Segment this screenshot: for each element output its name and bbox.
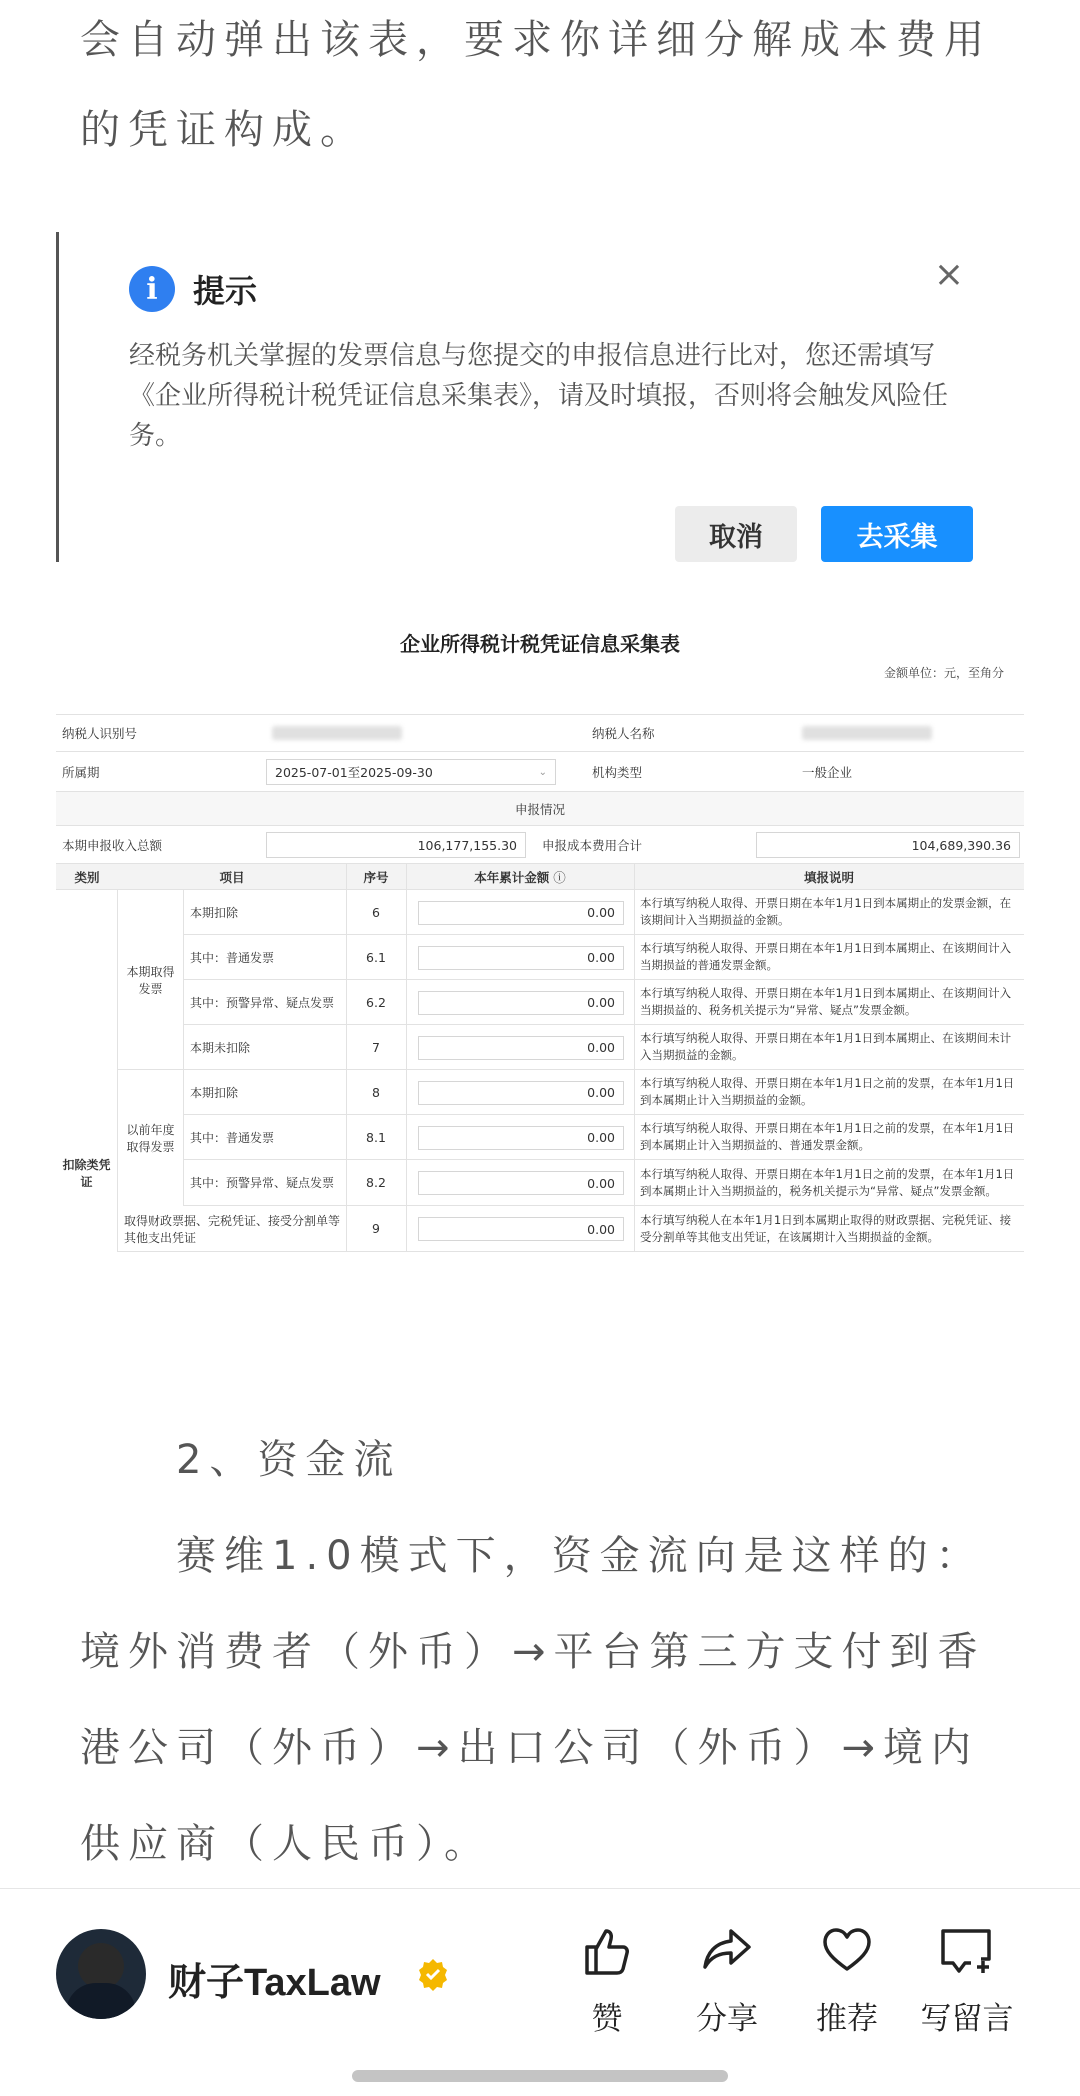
taxpayer-id-value — [266, 715, 426, 751]
header-category: 类别 — [56, 864, 118, 889]
table-row — [184, 1025, 1024, 1070]
share-button[interactable] — [672, 1923, 782, 2038]
row-no: 8 — [372, 1084, 380, 1100]
row-amount: 0.00 — [587, 995, 615, 1010]
row-amount: 0.00 — [587, 1085, 615, 1100]
like-label: 赞 — [591, 2001, 623, 2037]
org-type-value: 一般企业 — [802, 764, 853, 780]
row-amount-field — [418, 1217, 624, 1241]
article-line-1: 会自动弹出该表，要求你详细分解成本费用 — [80, 17, 992, 63]
header-amount-label: 本年累计金额 — [474, 869, 550, 885]
write-comment-icon — [937, 1923, 997, 1979]
article-line-2: 的凭证构成。 — [80, 107, 368, 153]
row-amount: 0.00 — [587, 905, 615, 920]
header-item: 项目 — [118, 864, 346, 889]
period-value: 2025-07-01至2025-09-30 — [275, 765, 433, 780]
table-row — [184, 980, 1024, 1025]
form-unit: 金额单位：元，至角分 — [883, 666, 1004, 680]
row-no: 8.2 — [366, 1175, 386, 1190]
row-amount-field — [418, 1036, 624, 1060]
row-desc: 本行填写纳税人取得、开票日期在本年1月1日到本属期止、在该期间计入当期损益的、税务机关提示为“异常、疑点”发票金额。 — [640, 986, 1012, 1017]
group-current-cell: 本期取得发票 — [118, 890, 184, 1070]
row-amount-field — [418, 1081, 624, 1105]
row-no: 9 — [372, 1221, 380, 1236]
share-label: 分享 — [696, 2001, 758, 2037]
row-item: 其中：预警异常、疑点发票 — [190, 1176, 335, 1190]
table-row — [184, 1160, 1024, 1206]
home-indicator[interactable] — [352, 2070, 728, 2082]
table-row — [184, 1070, 1024, 1115]
table-row — [184, 935, 1024, 980]
header-amount — [406, 864, 634, 889]
info-small-icon: ⓘ — [553, 869, 566, 885]
taxpayer-name-value — [796, 715, 956, 751]
like-button[interactable] — [552, 1923, 662, 2038]
dialog-header — [129, 266, 257, 312]
row-no: 8.1 — [366, 1129, 386, 1145]
row-item: 本期未扣除 — [190, 1040, 251, 1055]
cancel-button: 取消 — [675, 506, 797, 562]
table-header — [56, 864, 1024, 890]
article-paragraph-bottom — [80, 1412, 1020, 1892]
row-desc: 本行填写纳税人取得、开票日期在本年1月1日之前的发票，在本年1月1日到本属期止计入当期损益的，税务机关提示为“异常、疑点”发票金额。 — [640, 1166, 1015, 1198]
row-amount-field — [418, 946, 624, 970]
header-no: 序号 — [346, 864, 406, 889]
row-desc: 本行填写纳税人取得、开票日期在本年1月1日之前的发票，在本年1月1日到本属期止计入当期损益的金额。 — [640, 1076, 1015, 1107]
period-select — [266, 759, 556, 785]
info-icon: i — [129, 266, 175, 312]
section-label: 申报情况 — [514, 801, 565, 817]
row-no: 7 — [372, 1039, 380, 1055]
income-field — [266, 832, 526, 858]
row-amount: 0.00 — [587, 1040, 615, 1055]
row-amount-field — [418, 991, 624, 1015]
row-desc: 本行填写纳税人取得、开票日期在本年1月1日到本属期止、在该期间计入当期损益的普通发票金额。 — [640, 941, 1012, 972]
collection-form-screenshot — [56, 610, 1024, 1252]
row-amount-field — [418, 1171, 624, 1195]
form-section-row — [56, 792, 1024, 826]
close-icon: × — [933, 254, 964, 295]
row-desc: 本行填写纳税人取得、开票日期在本年1月1日到本属期止的发票金额，在该期间计入当期损益的金额。 — [640, 896, 1012, 927]
row-desc: 本行填写纳税人取得、开票日期在本年1月1日之前的发票，在本年1月1日到本属期止计入当期损益的、普通发票金额。 — [640, 1121, 1015, 1152]
cost-field — [756, 832, 1020, 858]
tip-dialog-screenshot — [56, 232, 1024, 562]
row-item: 其中：预警异常、疑点发票 — [190, 995, 335, 1010]
form-row-period — [56, 752, 1024, 792]
row-no: 6.2 — [366, 994, 386, 1010]
article-para-1: 赛维1.0模式下，资金流向是这样的：境外消费者（外币）→平台第三方支付到香港公司（外币）→出口公司（外币）→境内供应商（人民币）。 — [80, 1533, 986, 1867]
row-desc: 本行填写纳税人取得、开票日期在本年1月1日到本属期止、在该期间未计入当期损益的金额。 — [640, 1031, 1012, 1062]
group-prior-cell: 以前年度取得发票 — [118, 1070, 184, 1206]
row-amount: 0.00 — [587, 1175, 615, 1191]
org-type-label: 机构类型 — [592, 764, 643, 780]
row-item: 取得财政票据、完税凭证、接受分割单等其他支出凭证 — [124, 1213, 341, 1245]
row-amount: 0.00 — [587, 1130, 615, 1145]
avatar-body — [66, 1983, 136, 2019]
income-label: 本期申报收入总额 — [62, 837, 163, 853]
chevron-down-icon: ⌄ — [538, 766, 547, 778]
comment-button[interactable] — [912, 1923, 1022, 2038]
recommend-label: 推荐 — [816, 2001, 878, 2037]
row-item: 本期扣除 — [190, 1085, 239, 1100]
row-item: 其中：普通发票 — [190, 950, 275, 965]
article-heading-2: 2、资金流 — [176, 1437, 402, 1483]
taxpayer-id-label: 纳税人识别号 — [62, 726, 138, 741]
table-row — [184, 1115, 1024, 1160]
header-desc: 填报说明 — [634, 864, 1024, 889]
row-item: 本期扣除 — [190, 905, 239, 920]
avatar[interactable] — [56, 1929, 146, 2019]
comment-label: 写留言 — [920, 2001, 1014, 2037]
verified-badge-icon — [416, 1957, 450, 1991]
row-item: 其中：普通发票 — [190, 1130, 275, 1145]
row-amount: 0.00 — [587, 1221, 615, 1237]
row-desc: 本行填写纳税人在本年1月1日到本属期止取得的财政票据、完税凭证、接受分割单等其他支出凭证，在该属期计入当期损益的金额。 — [640, 1212, 1012, 1244]
category-cell: 扣除类凭证 — [56, 890, 118, 1252]
row-amount-field — [418, 901, 624, 925]
recommend-button[interactable] — [792, 1923, 902, 2038]
table-row — [184, 890, 1024, 935]
bottom-bar — [0, 1888, 1080, 2096]
heart-icon — [819, 1923, 875, 1979]
row-no: 6 — [372, 904, 380, 920]
dialog-title: 提示 — [193, 272, 258, 310]
row-amount: 0.00 — [587, 950, 615, 965]
author-name[interactable]: 财子TaxLaw — [168, 1962, 381, 2004]
period-label: 所属期 — [62, 764, 100, 780]
thumbs-up-icon — [579, 1923, 635, 1979]
collect-button: 去采集 — [821, 506, 973, 562]
cost-label: 申报成本费用合计 — [542, 837, 643, 853]
row-amount-field — [418, 1126, 624, 1150]
form-row-taxpayer — [56, 714, 1024, 752]
cost-value: 104,689,390.36 — [911, 837, 1011, 853]
share-icon — [699, 1923, 755, 1979]
dialog-message: 经税务机关掌握的发票信息与您提交的申报信息进行比对，您还需填写《企业所得税计税凭证信息采集表》，请及时填报，否则将会触发风险任务。 — [129, 341, 949, 451]
table-row — [118, 1206, 1024, 1252]
article-paragraph-top — [80, 0, 1020, 176]
form-title: 企业所得税计税凭证信息采集表 — [400, 632, 680, 656]
income-value: 106,177,155.30 — [417, 837, 517, 853]
taxpayer-name-label: 纳税人名称 — [592, 726, 655, 741]
row-no: 6.1 — [366, 949, 386, 965]
form-row-income — [56, 826, 1024, 864]
